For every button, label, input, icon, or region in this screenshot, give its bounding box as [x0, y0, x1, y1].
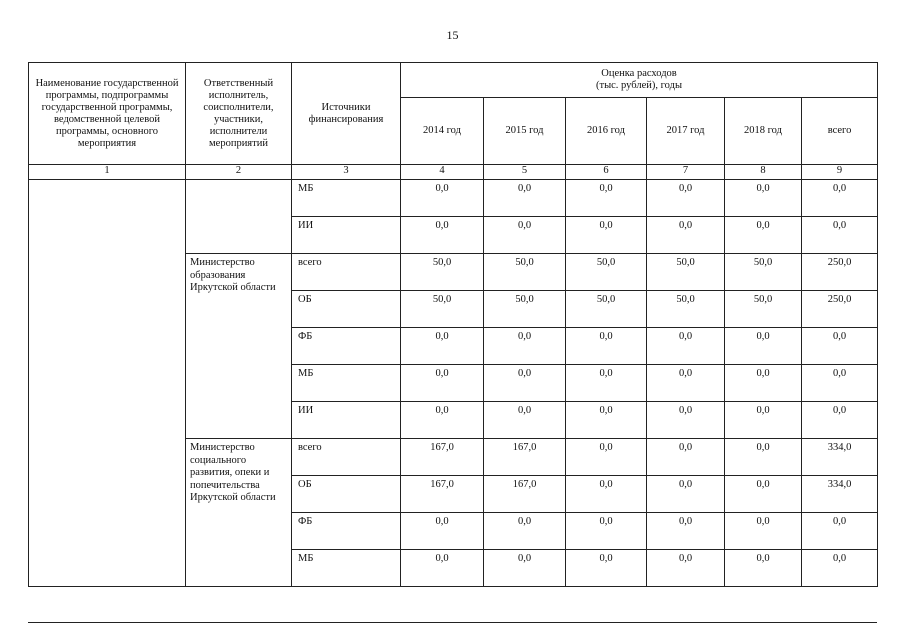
value-cell: 0,0 [401, 180, 484, 217]
source-cell: всего [292, 254, 401, 291]
value-cell: 0,0 [647, 402, 725, 439]
column-number: 5 [484, 165, 566, 180]
value-cell: 0,0 [725, 476, 802, 513]
value-cell: 50,0 [401, 291, 484, 328]
value-cell: 0,0 [566, 217, 647, 254]
value-cell: 0,0 [802, 217, 878, 254]
value-cell: 0,0 [647, 550, 725, 587]
column-number: 2 [186, 165, 292, 180]
value-cell: 0,0 [484, 328, 566, 365]
header-cost-line2: (тыс. рублей), годы [596, 80, 683, 91]
header-cost-line1: Оценка расходов [601, 68, 677, 79]
value-cell: 0,0 [566, 328, 647, 365]
value-cell: 0,0 [802, 550, 878, 587]
value-cell: 0,0 [566, 180, 647, 217]
value-cell: 0,0 [647, 365, 725, 402]
value-cell: 0,0 [802, 365, 878, 402]
source-cell: всего [292, 439, 401, 476]
table-header [29, 63, 878, 180]
value-cell: 0,0 [647, 439, 725, 476]
value-cell: 0,0 [802, 513, 878, 550]
value-cell: 50,0 [566, 291, 647, 328]
header-year: 2015 год [484, 98, 566, 165]
header-year: 2014 год [401, 98, 484, 165]
value-cell: 0,0 [647, 328, 725, 365]
column-number: 9 [802, 165, 878, 180]
value-cell: 0,0 [566, 476, 647, 513]
column-number: 8 [725, 165, 802, 180]
header-funding-sources: Источники финансирования [292, 63, 401, 165]
value-cell: 167,0 [484, 476, 566, 513]
value-cell: 0,0 [484, 217, 566, 254]
source-cell: МБ [292, 365, 401, 402]
value-cell: 50,0 [401, 254, 484, 291]
value-cell: 0,0 [401, 513, 484, 550]
value-cell: 50,0 [725, 291, 802, 328]
value-cell: 334,0 [802, 476, 878, 513]
value-cell: 0,0 [647, 476, 725, 513]
value-cell: 0,0 [484, 513, 566, 550]
header-cost-estimate [401, 63, 878, 98]
responsible-cell: Министерство социального развития, опеки и попечительства Иркутской области [186, 439, 292, 587]
value-cell: 0,0 [401, 328, 484, 365]
value-cell: 50,0 [566, 254, 647, 291]
value-cell: 334,0 [802, 439, 878, 476]
value-cell: 0,0 [484, 180, 566, 217]
value-cell: 0,0 [566, 513, 647, 550]
page-number: 15 [446, 28, 459, 42]
value-cell: 50,0 [647, 291, 725, 328]
value-cell: 0,0 [401, 217, 484, 254]
value-cell: 0,0 [566, 365, 647, 402]
value-cell: 0,0 [725, 513, 802, 550]
value-cell: 50,0 [725, 254, 802, 291]
value-cell: 0,0 [566, 402, 647, 439]
source-cell: ФБ [292, 513, 401, 550]
source-cell: ФБ [292, 328, 401, 365]
header-program-name: Наименование государственной программы, подпрограммы государственной программы, ведомственной целевой программы, основного мероприятия [29, 63, 186, 165]
value-cell: 0,0 [725, 439, 802, 476]
column-number: 3 [292, 165, 401, 180]
value-cell: 0,0 [566, 439, 647, 476]
table-body [29, 180, 878, 587]
value-cell: 0,0 [802, 180, 878, 217]
value-cell: 0,0 [725, 328, 802, 365]
value-cell: 50,0 [484, 291, 566, 328]
value-cell: 50,0 [647, 254, 725, 291]
header-year: 2017 год [647, 98, 725, 165]
value-cell: 0,0 [401, 365, 484, 402]
value-cell: 0,0 [802, 328, 878, 365]
value-cell: 250,0 [802, 254, 878, 291]
source-cell: ОБ [292, 291, 401, 328]
value-cell: 0,0 [484, 402, 566, 439]
value-cell: 167,0 [401, 439, 484, 476]
value-cell: 0,0 [484, 365, 566, 402]
value-cell: 250,0 [802, 291, 878, 328]
value-cell: 0,0 [802, 402, 878, 439]
responsible-cell: Министерство образования Иркутской области [186, 254, 292, 439]
source-cell: МБ [292, 180, 401, 217]
budget-table [28, 62, 878, 587]
page-bottom-line [28, 622, 877, 623]
value-cell: 0,0 [401, 402, 484, 439]
value-cell: 0,0 [647, 180, 725, 217]
value-cell: 0,0 [725, 402, 802, 439]
value-cell: 167,0 [401, 476, 484, 513]
source-cell: ОБ [292, 476, 401, 513]
value-cell: 0,0 [725, 365, 802, 402]
program-name-cell [29, 180, 186, 587]
source-cell: ИИ [292, 217, 401, 254]
table-row [29, 180, 878, 217]
column-number: 1 [29, 165, 186, 180]
column-number: 4 [401, 165, 484, 180]
header-year: 2018 год [725, 98, 802, 165]
value-cell: 0,0 [647, 513, 725, 550]
responsible-cell [186, 180, 292, 254]
column-numbers-row [29, 165, 878, 180]
header-year: 2016 год [566, 98, 647, 165]
value-cell: 50,0 [484, 254, 566, 291]
value-cell: 0,0 [566, 550, 647, 587]
value-cell: 0,0 [725, 180, 802, 217]
header-responsible: Ответственный исполнитель, соисполнители, участники, исполнители мероприятий [186, 63, 292, 165]
column-number: 7 [647, 165, 725, 180]
value-cell: 0,0 [725, 217, 802, 254]
value-cell: 0,0 [484, 550, 566, 587]
column-number: 6 [566, 165, 647, 180]
value-cell: 0,0 [401, 550, 484, 587]
value-cell: 0,0 [725, 550, 802, 587]
value-cell: 0,0 [647, 217, 725, 254]
source-cell: МБ [292, 550, 401, 587]
source-cell: ИИ [292, 402, 401, 439]
header-total: всего [802, 98, 878, 165]
value-cell: 167,0 [484, 439, 566, 476]
